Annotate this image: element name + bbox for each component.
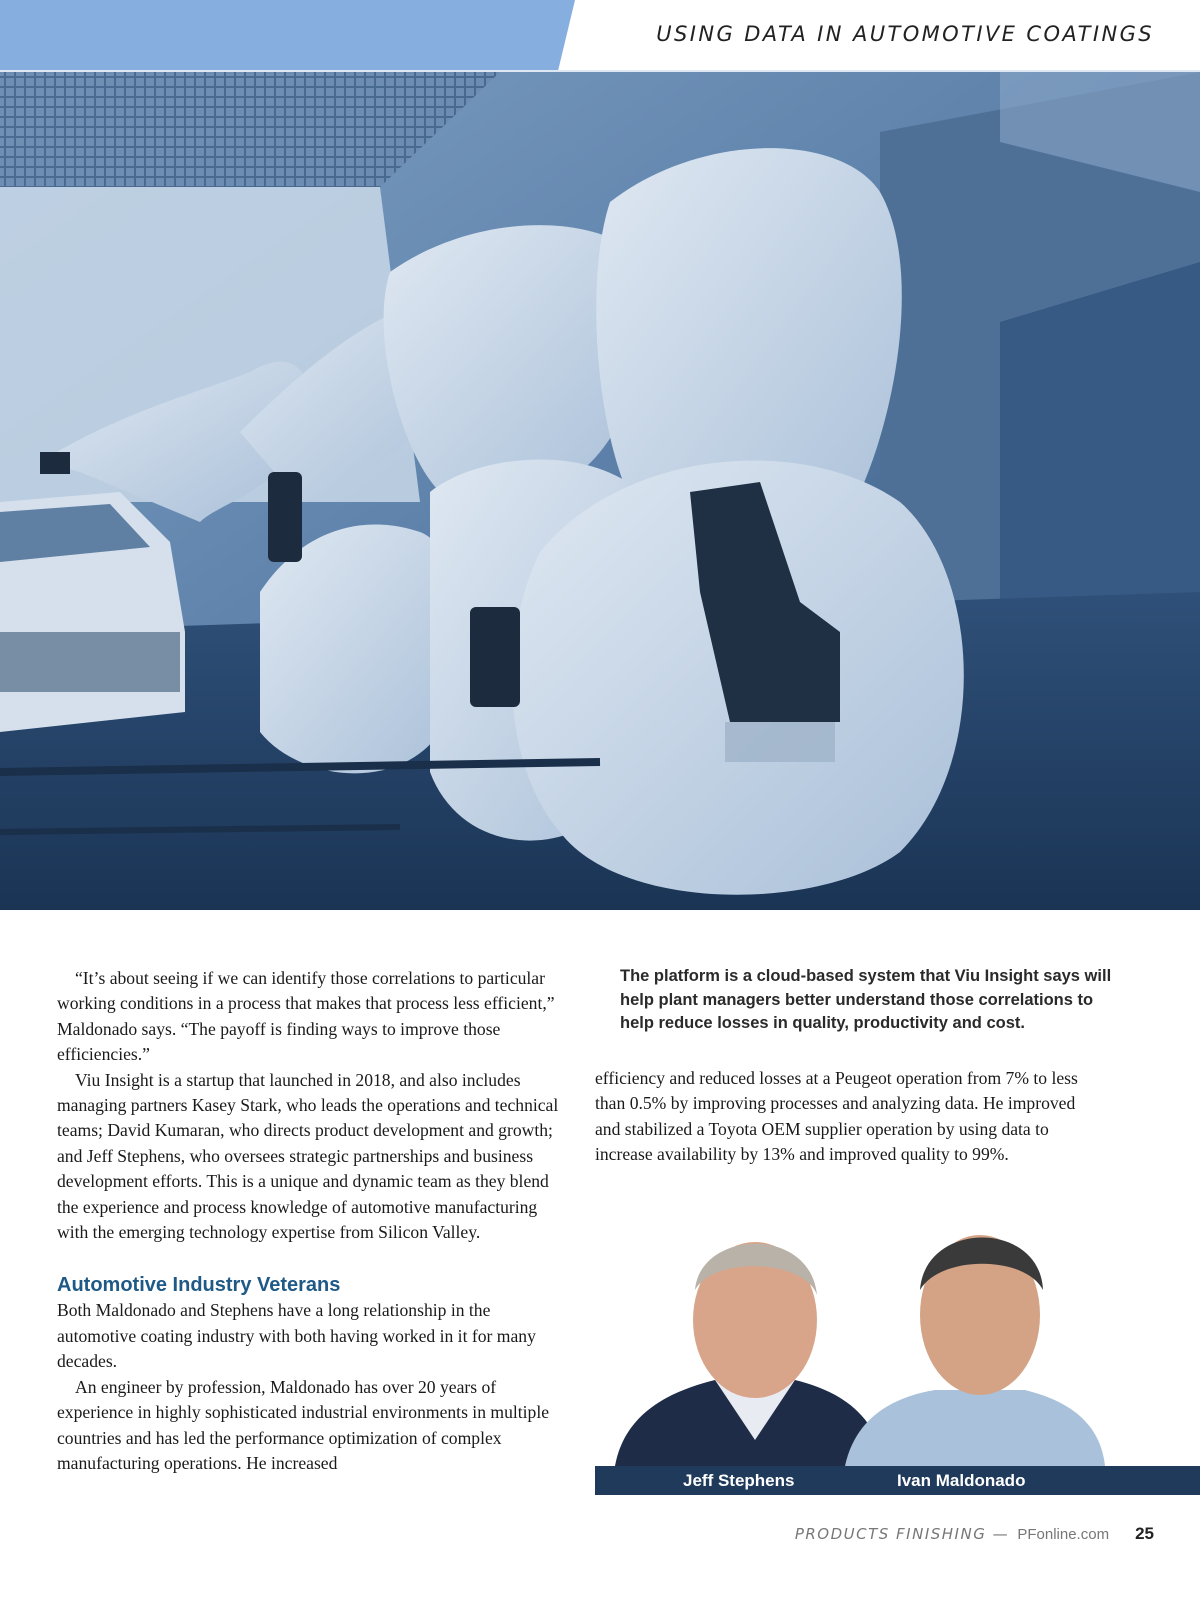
left-text-column bbox=[57, 966, 569, 1476]
page-number: 25 bbox=[1135, 1524, 1154, 1543]
website-link[interactable]: PFonline.com bbox=[1017, 1526, 1110, 1543]
body-paragraph: “It’s about seeing if we can identify those correlations to particular working conditions in a process that makes that process less efficient,” Maldonado says. “The payoff is finding ways to improve those efficiencies.” bbox=[57, 968, 555, 1065]
caption-right: Ivan Maldonado bbox=[897, 1471, 1026, 1490]
body-paragraph: An engineer by profession, Maldonado has over 20 years of experience in highly sophisticated industrial environments in multiple countries and has led the performance optimization of complex manufacturing operations. He increased bbox=[57, 1376, 550, 1473]
caption-left: Jeff Stephens bbox=[683, 1471, 795, 1490]
pull-quote: The platform is a cloud-based system that Viu Insight says will help plant managers better understand those correlations to help reduce losses in quality, productivity and cost. bbox=[620, 967, 1112, 1032]
body-paragraph: efficiency and reduced losses at a Peugeot operation from 7% to less than 0.5% by improving processes and analyzing data. He improved and stabilized a Toyota OEM supplier operation by using data to increase availability by 13% and improved quality to 99%. bbox=[595, 1068, 1078, 1165]
body-paragraph: Both Maldonado and Stephens have a long relationship in the automotive coating industry with both having worked in it for many decades. bbox=[57, 1300, 536, 1372]
portrait-photo bbox=[595, 1210, 1105, 1466]
hero-image-robots-paint-booth bbox=[0, 72, 1200, 910]
header-color-tab bbox=[0, 0, 575, 72]
subheading: Automotive Industry Veterans bbox=[57, 1274, 341, 1297]
section-title: USING DATA IN AUTOMOTIVE COATINGS bbox=[656, 22, 1154, 46]
page-footer bbox=[795, 1524, 1154, 1544]
publication-name: PRODUCTS FINISHING — bbox=[794, 1525, 1016, 1543]
right-text-column bbox=[595, 1066, 1105, 1168]
body-paragraph: Viu Insight is a startup that launched in 2018, and also includes managing partners Kasey Stark, who leads the operations and technical teams; David Kumaran, who directs product development and growth; and Jeff Stephens, who oversees strategic partnerships and business development efforts. This is a unique and dynamic team as they blend the experience and process knowledge of automotive manufacturing with the emerging technology expertise from Silicon Valley. bbox=[57, 1069, 559, 1243]
